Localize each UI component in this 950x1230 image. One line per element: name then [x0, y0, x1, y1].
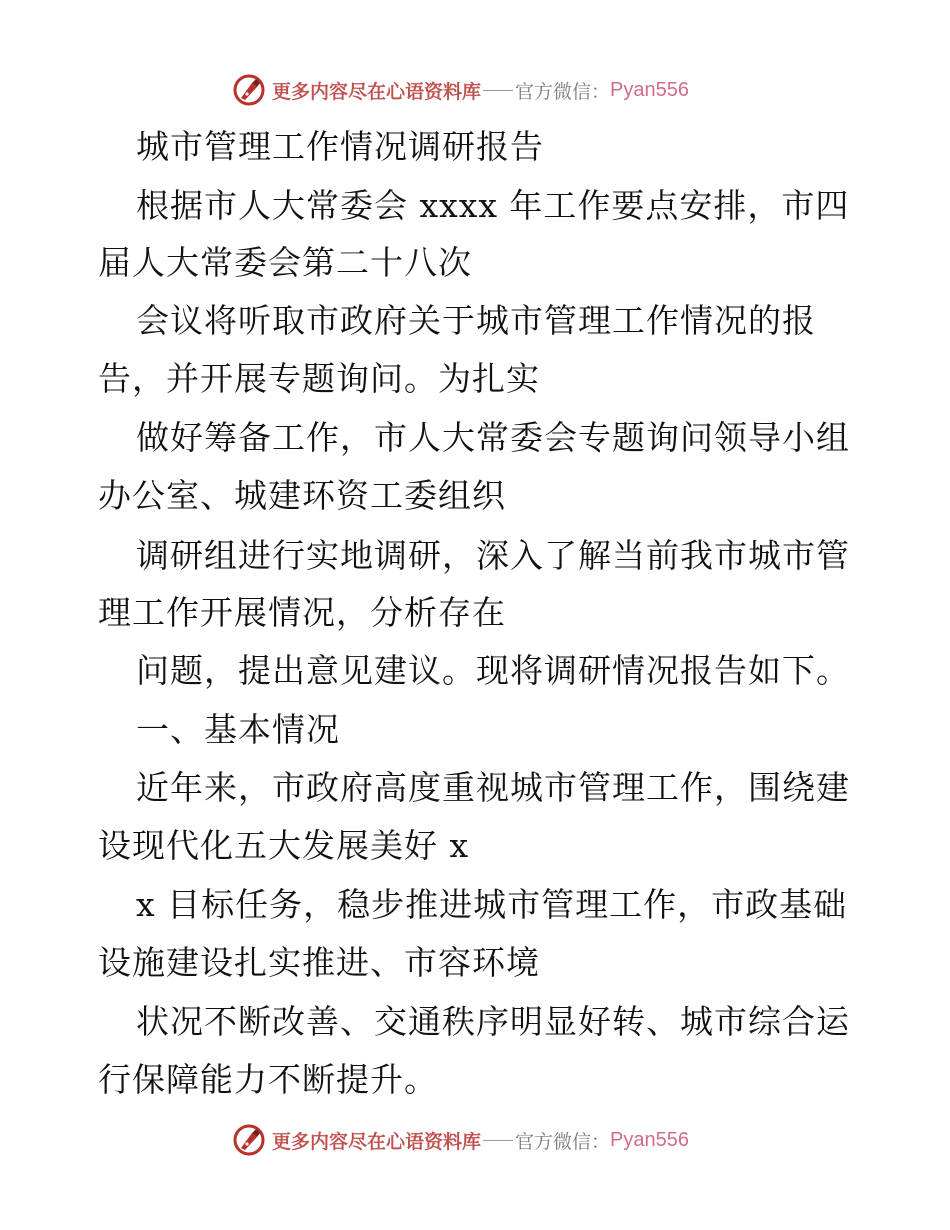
watermark-sub-text: 官方微信： — [515, 80, 611, 103]
paragraph-line: 问题，提出意见建议。现将调研情况报告如下。 — [136, 651, 850, 690]
paragraph-line: 告，并开展专题询问。为扎实 — [98, 359, 540, 398]
watermark-sub-text: 官方微信： — [515, 1130, 611, 1153]
watermark-dash — [483, 90, 513, 91]
pen-nib-logo-icon — [232, 1123, 266, 1157]
paragraph-line: x 目标任务，稳步推进城市管理工作，市政基础 — [136, 885, 848, 924]
paragraph-line: 设施建设扎实推进、市容环境 — [98, 943, 540, 982]
watermark-footer — [232, 1120, 689, 1160]
paragraph-line: 根据市人大常委会 xxxx 年工作要点安排，市四 — [136, 186, 850, 225]
watermark-dash — [483, 1140, 513, 1141]
watermark-wechat-id: Pyan556 — [610, 1128, 689, 1151]
watermark-wechat-id: Pyan556 — [610, 78, 689, 101]
paragraph-line: 会议将听取市政府关于城市管理工作情况的报 — [136, 301, 816, 340]
paragraph-line: 届人大常委会第二十八次 — [98, 243, 472, 282]
watermark-main-text: 更多内容尽在心语资料库 — [272, 1130, 482, 1153]
paragraph-line: 调研组进行实地调研，深入了解当前我市城市管 — [136, 536, 850, 575]
paragraph-line: 行保障能力不断提升。 — [98, 1060, 438, 1099]
paragraph-line: 状况不断改善、交通秩序明显好转、城市综合运 — [136, 1002, 850, 1041]
paragraph-line: 办公室、城建环资工委组织 — [98, 476, 506, 515]
section-heading: 一、基本情况 — [136, 710, 340, 749]
watermark-header — [232, 70, 689, 110]
paragraph-line: 理工作开展情况，分析存在 — [98, 593, 506, 632]
paragraph-line: 做好筹备工作，市人大常委会专题询问领导小组 — [136, 418, 850, 457]
paragraph-line: 近年来，市政府高度重视城市管理工作，围绕建 — [136, 768, 850, 807]
watermark-main-text: 更多内容尽在心语资料库 — [272, 80, 482, 103]
paragraph-line: 设现代化五大发展美好 x — [98, 826, 470, 865]
document-title: 城市管理工作情况调研报告 — [136, 127, 544, 166]
pen-nib-logo-icon — [232, 73, 266, 107]
